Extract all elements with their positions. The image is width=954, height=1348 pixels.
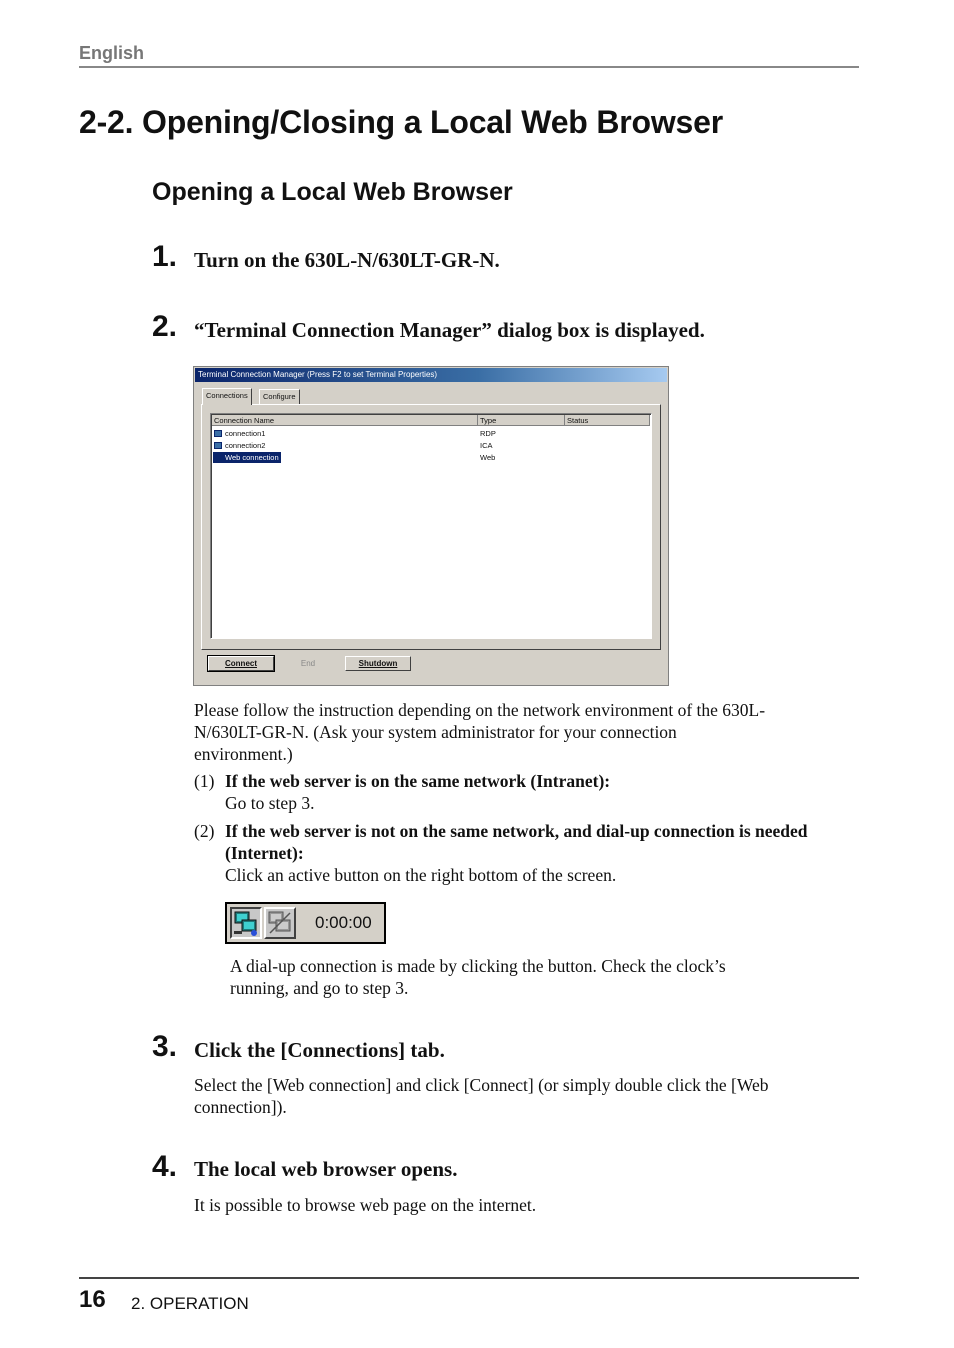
step-3-paragraph — [194, 1074, 768, 1118]
item-1-heading: If the web server is on the same network (Intranet): — [225, 771, 611, 791]
step-2-paragraph — [194, 699, 765, 765]
network-computers-icon — [232, 909, 260, 937]
connections-panel — [201, 404, 661, 650]
connection-type: ICA — [480, 441, 493, 450]
footer-rule — [79, 1277, 859, 1279]
section-title: Opening a Local Web Browser — [152, 178, 513, 206]
connection-name: connection1 — [225, 429, 266, 438]
taskbar-tray — [225, 902, 386, 944]
step-4-number: 4. — [152, 1150, 178, 1183]
item-1-text: Go to step 3. — [225, 793, 315, 813]
item-1-marker: (1) — [194, 771, 215, 791]
connection-type: RDP — [480, 429, 496, 438]
paragraph-line: Please follow the instruction depending on the network environment of the 630L- — [194, 700, 766, 720]
paragraph-line: Select the [Web connection] and click [Connect] (or simply double click the [Web — [194, 1075, 769, 1095]
dialog-titlebar: Terminal Connection Manager (Press F2 to set Terminal Properties) — [195, 368, 667, 382]
header-language: English — [79, 43, 145, 63]
step-1-text: Turn on the 630L-N/630LT-GR-N. — [194, 248, 500, 272]
page-number: 16 — [79, 1286, 106, 1313]
item-2-heading — [225, 820, 808, 864]
shutdown-button[interactable]: Shutdown — [345, 656, 411, 671]
terminal-connection-manager-dialog — [193, 366, 669, 686]
network-connections-button[interactable] — [230, 907, 262, 939]
footer-section-label: 2. OPERATION — [131, 1294, 249, 1313]
connection-list[interactable] — [210, 413, 652, 639]
tab-configure[interactable]: Configure — [259, 389, 300, 404]
note-line: running, and go to step 3. — [230, 978, 409, 998]
paragraph-line: connection]). — [194, 1097, 287, 1117]
heading-line: If the web server is not on the same network, and dial-up connection is needed — [225, 821, 808, 841]
tray-note — [230, 955, 726, 999]
connection-type: Web — [480, 453, 496, 462]
column-header-status[interactable]: Status — [565, 415, 650, 426]
connection-name: Web connection — [213, 452, 281, 463]
heading-line: (Internet): — [225, 843, 304, 863]
end-button: End — [300, 659, 316, 668]
dial-up-connection-button[interactable] — [264, 907, 296, 939]
column-header-type[interactable]: Type — [478, 415, 565, 426]
paragraph-line: N/630LT-GR-N. (Ask your system administrator for your connection — [194, 722, 677, 742]
item-2-text: Click an active button on the right bottom of the screen. — [225, 865, 617, 885]
note-line: A dial-up connection is made by clicking the button. Check the clock’s — [230, 956, 726, 976]
dial-up-computers-icon — [266, 909, 294, 937]
dial-up-clock: 0:00:00 — [315, 913, 372, 932]
step-4-text: The local web browser opens. — [194, 1157, 458, 1181]
list-item[interactable] — [213, 440, 649, 451]
step-1-number: 1. — [152, 240, 178, 273]
connection-name: connection2 — [225, 441, 266, 450]
list-item-web-connection[interactable] — [213, 452, 649, 463]
column-header-name[interactable]: Connection Name — [212, 415, 478, 426]
step-4-paragraph: It is possible to browse web page on the internet. — [194, 1195, 537, 1215]
item-2-marker: (2) — [194, 821, 215, 841]
step-3-number: 3. — [152, 1030, 178, 1063]
step-2-number: 2. — [152, 310, 178, 343]
connect-button[interactable]: Connect — [208, 656, 274, 671]
tab-connections[interactable]: Connections — [202, 388, 252, 405]
step-2-text: “Terminal Connection Manager” dialog box is displayed. — [194, 318, 705, 342]
step-3-text: Click the [Connections] tab. — [194, 1038, 445, 1062]
header-rule — [79, 66, 859, 68]
page-title: 2-2. Opening/Closing a Local Web Browser — [79, 104, 723, 140]
list-item[interactable] — [213, 428, 649, 439]
paragraph-line: environment.) — [194, 744, 293, 764]
